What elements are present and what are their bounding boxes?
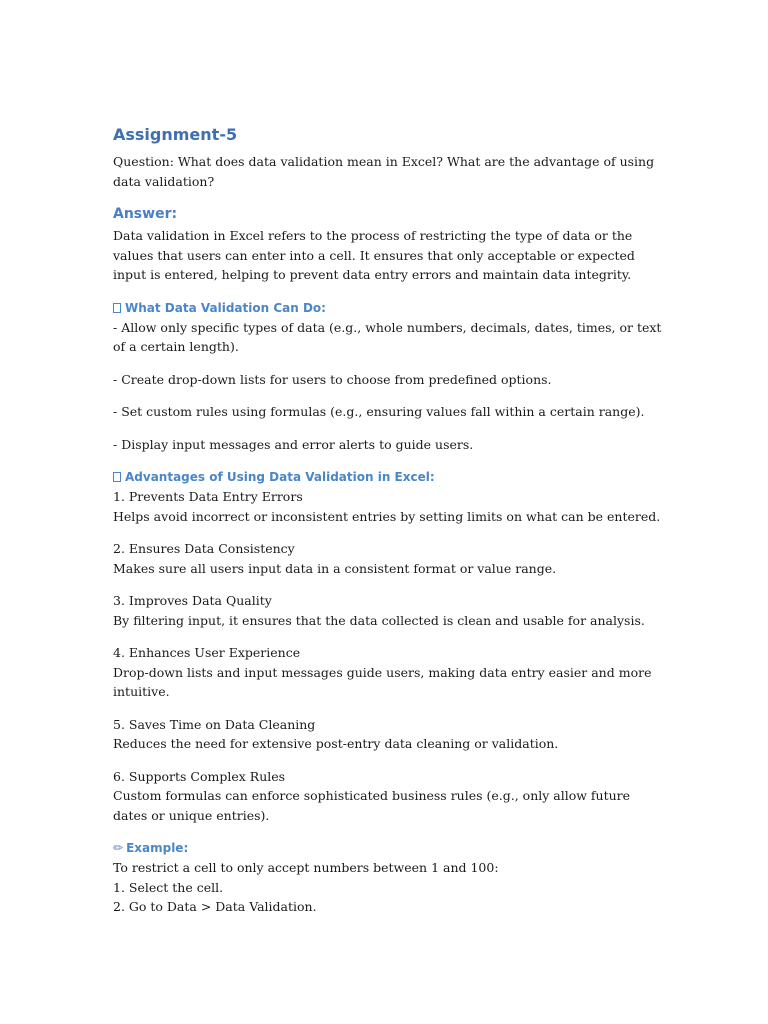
advantage-desc: Drop-down lists and input messages guide users, making data entry easier and more intuitive.: [113, 664, 652, 699]
advantage-desc: By filtering input, it ensures that the data collected is clean and usable for analysis.: [113, 612, 645, 628]
missing-glyph-icon: [113, 472, 121, 482]
question-text: Question: What does data validation mean in Excel? What are the advantage of using data validation?: [113, 154, 655, 189]
advantage-desc: Custom formulas can enforce sophisticated business rules (e.g., only allow future dates or unique entries).: [113, 788, 631, 823]
advantage-item: [113, 487, 668, 526]
advantage-item: [113, 539, 668, 578]
advantage-title: 6. Supports Complex Rules: [113, 768, 286, 784]
advantage-title: 5. Saves Time on Data Cleaning: [113, 716, 316, 732]
what-item: - Display input messages and error alerts to guide users.: [113, 436, 474, 452]
pencil-icon: ✏: [113, 841, 124, 855]
example-line: 2. Go to Data > Data Validation.: [113, 899, 317, 914]
what-item: - Set custom rules using formulas (e.g., ensuring values fall within a certain range).: [113, 404, 645, 419]
advantage-desc: Helps avoid incorrect or inconsistent entries by setting limits on what can be entered.: [113, 508, 661, 524]
advantage-item: [113, 643, 668, 702]
example-heading: [113, 839, 668, 857]
example-line: To restrict a cell to only accept numbers between 1 and 100:: [113, 860, 499, 875]
advantage-item: [113, 767, 668, 826]
what-item: - Allow only specific types of data (e.g., whole numbers, decimals, dates, times, or text of a certain length).: [113, 319, 662, 354]
what-item: - Create drop-down lists for users to choose from predefined options.: [113, 371, 552, 387]
answer-paragraph: Data validation in Excel refers to the process of restricting the type of data or the values that users can enter into a cell. It ensures that only acceptable or expected input is entered, helping to prevent data entry errors and maintain data integrity.: [113, 228, 635, 282]
advantage-desc: Reduces the need for extensive post-entry data cleaning or validation.: [113, 736, 559, 751]
example-line: 1. Select the cell.: [113, 879, 224, 895]
answer-heading: Answer:: [113, 206, 178, 222]
advantages-heading-label: Advantages of Using Data Validation in Excel:: [125, 470, 435, 484]
missing-glyph-icon: [113, 303, 121, 313]
advantage-item: [113, 715, 668, 754]
advantage-desc: Makes sure all users input data in a consistent format or value range.: [113, 560, 557, 576]
advantage-title: 4. Enhances User Experience: [113, 645, 301, 660]
advantage-title: 1. Prevents Data Entry Errors: [113, 489, 303, 504]
what-heading: [113, 299, 668, 317]
what-heading-label: What Data Validation Can Do:: [125, 300, 326, 315]
example-heading-label: Example:: [126, 841, 189, 855]
advantage-title: 3. Improves Data Quality: [113, 593, 272, 608]
advantage-title: 2. Ensures Data Consistency: [113, 541, 295, 556]
advantages-heading: [113, 468, 668, 486]
advantage-item: [113, 591, 668, 630]
document-title: Assignment-5: [113, 125, 238, 144]
